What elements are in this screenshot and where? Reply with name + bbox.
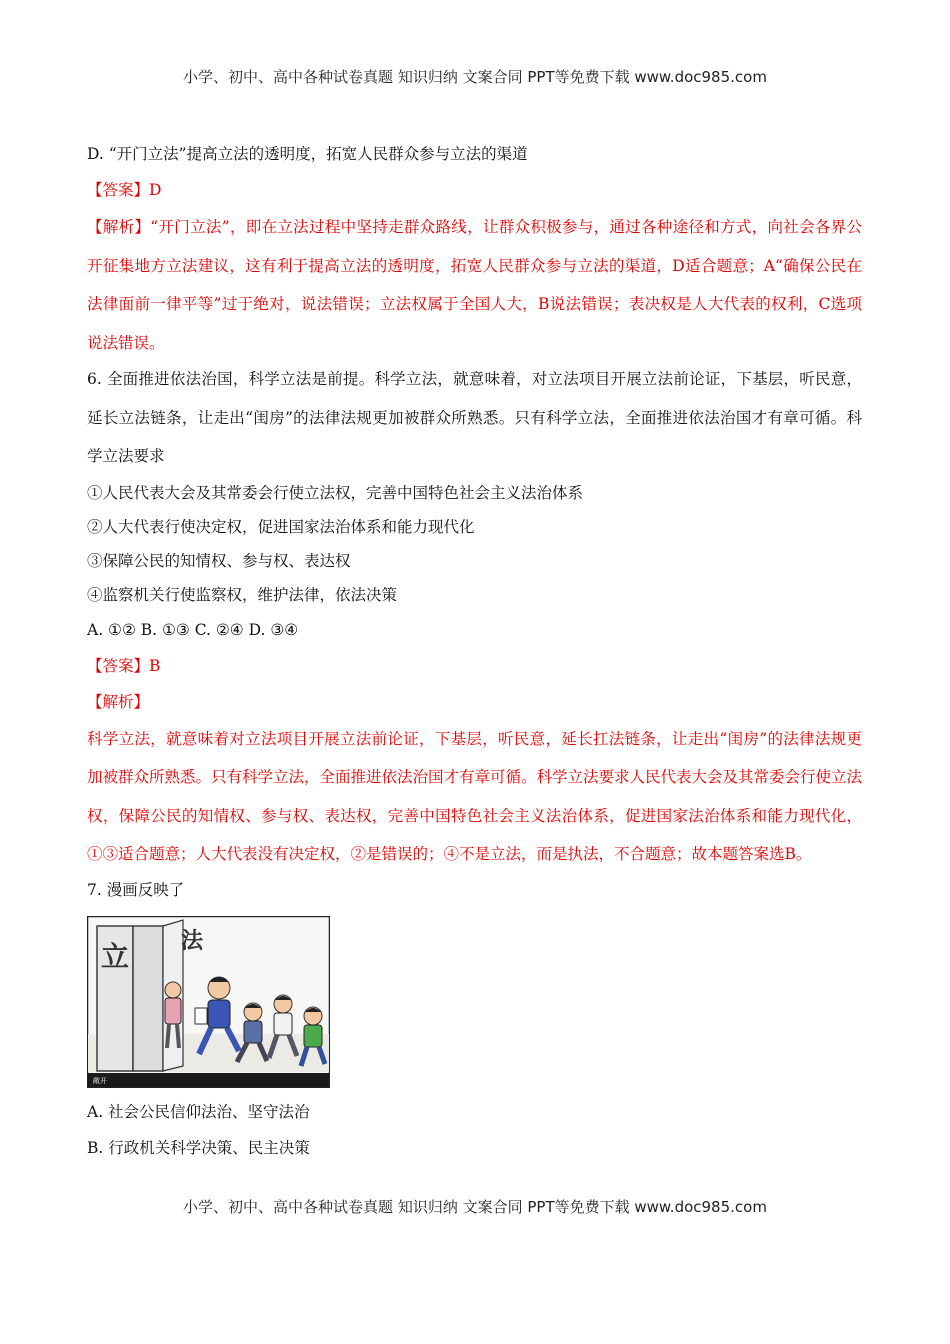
q6-choices: A. ①② B. ①③ C. ②④ D. ③④	[87, 620, 299, 639]
q6-stem: 6. 全面推进依法治国，科学立法是前提。科学立法，就意味着，对立法项目开展立法前论证，下基层，听民意，延长立法链条，让走出“闺房”的法律法规更加被群众所熟悉。只有科学立法，全面推进依法治国才有章可循。科学立法要求	[87, 370, 862, 465]
q6-answer-value: B	[149, 656, 161, 675]
door-char-left: 立	[100, 939, 130, 973]
q6-item-2: ②人大代表行使决定权，促进国家法治体系和能力现代化	[87, 517, 475, 536]
q5-analysis-label: 【解析】	[87, 218, 151, 236]
cartoon-caption: 敞开	[93, 1076, 107, 1085]
q7-stem: 7. 漫画反映了	[87, 880, 185, 899]
q7-cartoon	[87, 916, 330, 1088]
document-body	[87, 136, 862, 1166]
q5-answer-value: D	[149, 181, 162, 199]
q5-option-d: D. “开门立法”提高立法的透明度，拓宽人民群众参与立法的渠道	[87, 145, 528, 163]
door-char-right: 法	[180, 928, 204, 954]
q6-analysis-label: 【解析】	[87, 692, 150, 711]
page-banner-top: 小学、初中、高中各种试卷真题 知识归纳 文案合同 PPT等免费下载 www.doc985.com	[183, 68, 767, 86]
q5-analysis	[87, 208, 862, 362]
cartoon-illustration	[87, 916, 330, 1088]
q6-item-1: ①人民代表大会及其常委会行使立法权，完善中国特色社会主义法治体系	[87, 483, 584, 502]
q5-answer-label: 【答案】	[87, 181, 150, 199]
q5-analysis-text: “开门立法”，即在立法过程中坚持走群众路线，让群众积极参与，通过各种途径和方式，向社会各界公开征集地方立法建议，这有利于提高立法的透明度，拓宽人民群众参与立法的渠道，D适合题意；A“确保公民在法律面前一律平等”过于绝对，说法错误；立法权属于全国人大，B说法错误；表决权是人大代表的权利，C选项说法错误。	[87, 218, 862, 352]
q6-answer-label: 【答案】	[87, 656, 150, 675]
q6-analysis-text: 科学立法，就意味着对立法项目开展立法前论证，下基层，听民意，延长扛法链条，让走出“闺房”的法律法规更加被群众所熟悉。只有科学立法，全面推进依法治国才有章可循。科学立法要求人民代表大会及其常委会行使立法权，保障公民的知情权、参与权、表达权，完善中国特色社会主义法治体系，促进国家法治体系和能力现代化，①③适合题意；人大代表没有决定权，②是错误的；④不是立法，而是执法，不合题意；故本题答案选B。	[87, 729, 863, 863]
q7-option-a: A. 社会公民信仰法治、坚守法治	[87, 1102, 310, 1121]
q6-item-4: ④监察机关行使监察权，维护法律，依法决策	[87, 585, 398, 604]
page-banner-bottom: 小学、初中、高中各种试卷真题 知识归纳 文案合同 PPT等免费下载 www.doc985.com	[183, 1198, 767, 1216]
q6-item-3: ③保障公民的知情权、参与权、表达权	[87, 551, 351, 570]
q7-option-b: B. 行政机关科学决策、民主决策	[87, 1138, 310, 1157]
q5-answer	[87, 172, 862, 208]
q6-answer	[87, 648, 862, 684]
